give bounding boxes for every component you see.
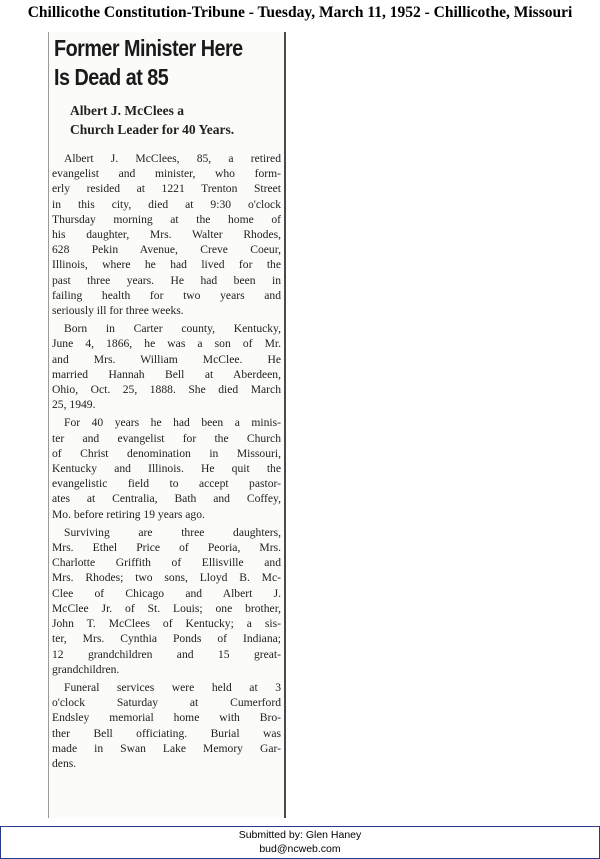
submission-footer	[0, 826, 600, 859]
article-line: Mrs. Ethel Price of Peoria, Mrs.	[52, 541, 281, 555]
article-line: Born in Carter county, Kentucky,	[64, 322, 281, 336]
headline-line-1: Former Minister Here	[54, 35, 243, 61]
article-line: ter, Mrs. Cynthia Ponds of Indiana;	[52, 632, 281, 646]
article-paragraph	[52, 415, 281, 521]
article-line: in this city, died at 9:30 o'clock	[52, 197, 281, 211]
article-line: Thursday morning at the home of	[52, 212, 281, 226]
article-line: Mo. before retiring 19 years ago.	[52, 507, 205, 521]
article-paragraph	[52, 680, 281, 771]
article-line: Clee of Chicago and Albert J.	[52, 586, 281, 600]
article-subheadline	[70, 101, 285, 139]
article-paragraph	[52, 321, 281, 412]
submitter-email: bud@ncweb.com	[259, 843, 341, 855]
article-line: Charlotte Griffith of Ellisville and	[52, 556, 281, 570]
article-headline	[54, 34, 250, 92]
article-line: ther Bell officiating. Burial was	[52, 726, 281, 740]
headline-line-2: Is Dead at 85	[54, 64, 169, 90]
article-line: McClee Jr. of St. Louis; one brother,	[52, 601, 281, 615]
article-line: his daughter, Mrs. Walter Rhodes,	[52, 228, 281, 242]
newspaper-masthead: Chillicothe Constitution-Tribune - Tuesday, March 11, 1952 - Chillicothe, Missouri	[27, 4, 573, 21]
article-line: For 40 years he had been a minis-	[64, 416, 281, 430]
article-line: Funeral services were held at 3	[64, 680, 281, 694]
article-line: Surviving are three daughters,	[64, 525, 281, 539]
article-line: Mrs. Rhodes; two sons, Lloyd B. Mc-	[52, 571, 281, 585]
article-line: evangelist and minister, who form-	[52, 167, 281, 181]
article-line: past three years. He had been in	[52, 273, 281, 287]
column-rule	[284, 32, 286, 818]
article-line: grandchildren.	[52, 662, 120, 676]
article-line: ates at Centralia, Bath and Coffey,	[52, 492, 281, 506]
article-line: Albert J. McClees, 85, a retired	[64, 152, 281, 165]
article-line: ter and evangelist for the Church	[52, 431, 281, 445]
subhead-line-2: Church Leader for 40 Years.	[70, 122, 235, 137]
article-line: Ohio, Oct. 25, 1888. She died March	[52, 383, 281, 397]
article-line: made in Swan Lake Memory Gar-	[52, 741, 281, 755]
submitted-by-text: Submitted by: Glen Haney	[238, 829, 362, 841]
article-line: o'clock Saturday at Cumerford	[52, 696, 281, 710]
article-line: John T. McClees of Kentucky; a sis-	[52, 617, 281, 631]
article-paragraph	[52, 525, 281, 677]
article-line: married Hannah Bell at Aberdeen,	[52, 367, 281, 381]
article-line: Illinois, where he had lived for the	[52, 258, 281, 272]
article-line: and Mrs. William McClee. He	[52, 352, 281, 366]
article-line: failing health for two years and	[52, 288, 281, 302]
article-paragraph	[52, 151, 281, 318]
article-body	[52, 151, 281, 774]
subhead-line-1: Albert J. McClees a	[70, 103, 184, 118]
article-line: evangelistic field to accept pastor-	[52, 477, 281, 491]
article-line: seriously ill for three weeks.	[52, 304, 184, 318]
article-line: 12 grandchildren and 15 great-	[52, 647, 281, 661]
article-line: erly resided at 1221 Trenton Street	[52, 182, 281, 196]
article-line: Kentucky and Illinois. He quit the	[52, 462, 281, 476]
article-line: Endsley memorial home with Bro-	[52, 711, 281, 725]
article-line: June 4, 1866, he was a son of Mr.	[52, 337, 281, 351]
clipping-left-edge	[48, 32, 49, 818]
article-line: of Christ denomination in Missouri,	[52, 446, 281, 460]
article-line: 25, 1949.	[52, 398, 96, 412]
article-line: dens.	[52, 756, 77, 770]
article-line: 628 Pekin Avenue, Creve Coeur,	[52, 243, 281, 257]
